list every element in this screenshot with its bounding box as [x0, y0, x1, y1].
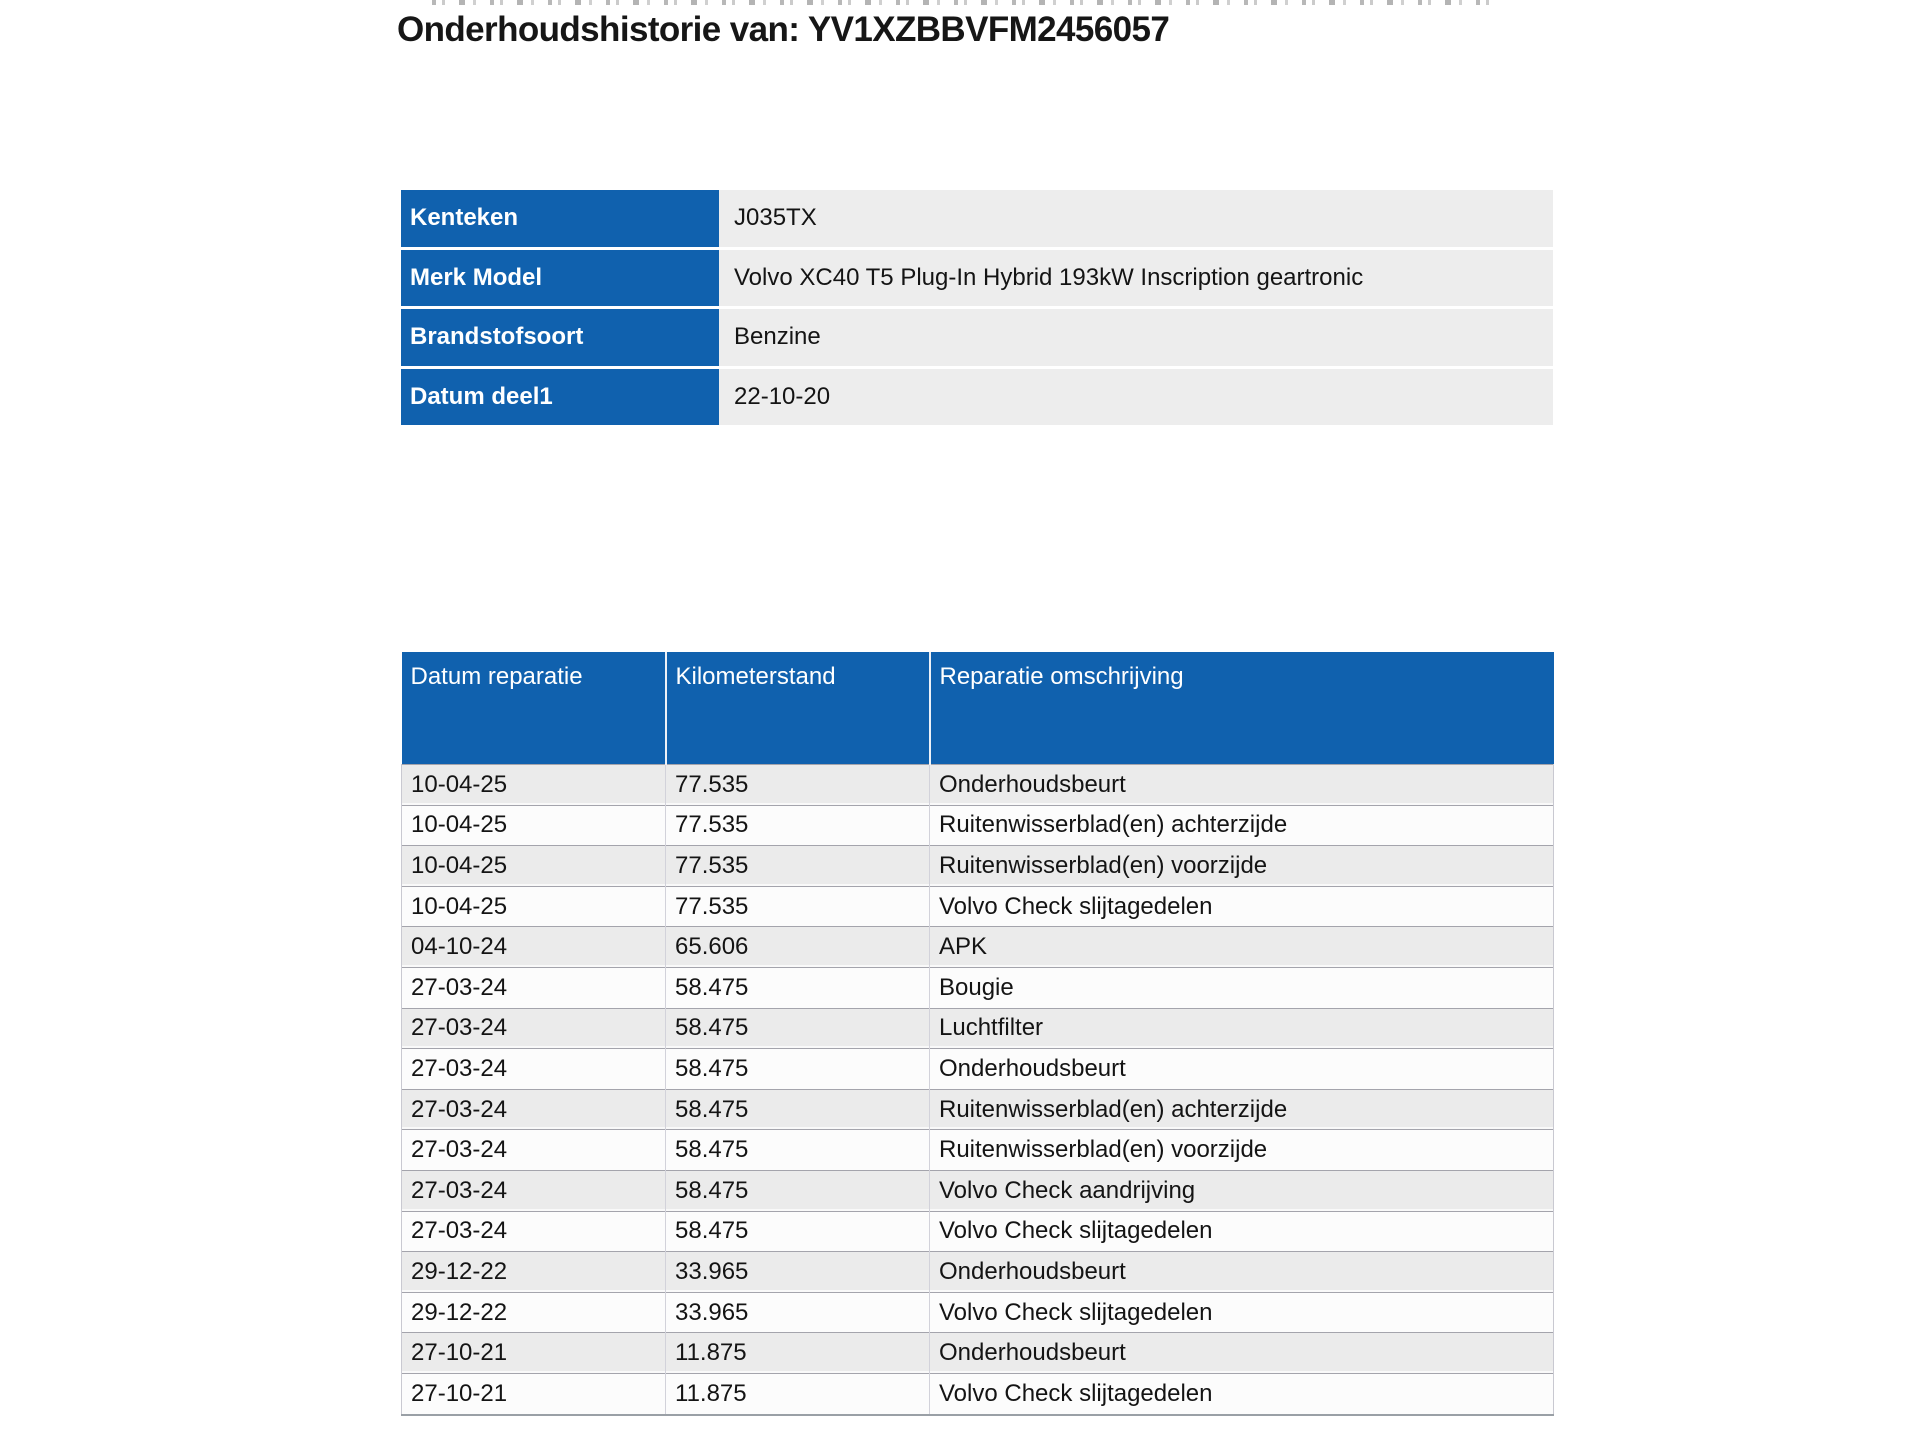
repair-description-cell: Ruitenwisserblad(en) voorzijde: [930, 846, 1554, 887]
repair-date-cell: 10-04-25: [402, 805, 666, 846]
repair-km-cell: 58.475: [666, 1049, 930, 1090]
table-row: [402, 1292, 1554, 1333]
page-title: Onderhoudshistorie van: YV1XZBBVFM2456057: [397, 10, 1170, 49]
table-row: [402, 846, 1554, 887]
info-row: [401, 250, 1553, 310]
repair-date-cell: 29-12-22: [402, 1252, 666, 1293]
repair-km-cell: 77.535: [666, 846, 930, 887]
repair-km-cell: 77.535: [666, 805, 930, 846]
repair-description-cell: Onderhoudsbeurt: [930, 1252, 1554, 1293]
repair-description-cell: Ruitenwisserblad(en) voorzijde: [930, 1130, 1554, 1171]
col-header-description: Reparatie omschrijving: [930, 652, 1554, 765]
repair-header-row: [402, 652, 1554, 765]
table-row: [402, 927, 1554, 968]
repair-km-cell: 58.475: [666, 1211, 930, 1252]
repair-km-cell: 77.535: [666, 765, 930, 806]
repair-km-cell: 58.475: [666, 1170, 930, 1211]
repair-date-cell: 27-03-24: [402, 1211, 666, 1252]
info-row: [401, 309, 1553, 369]
repair-km-cell: 77.535: [666, 886, 930, 927]
repair-date-cell: 04-10-24: [402, 927, 666, 968]
info-value-cell: Volvo XC40 T5 Plug-In Hybrid 193kW Inscription geartronic: [719, 250, 1553, 310]
info-label-cell: Kenteken: [401, 190, 719, 250]
repair-date-cell: 10-04-25: [402, 765, 666, 806]
table-row: [402, 1252, 1554, 1293]
repair-km-cell: 33.965: [666, 1252, 930, 1293]
repair-description-cell: Volvo Check slijtagedelen: [930, 1373, 1554, 1414]
repair-km-cell: 58.475: [666, 1008, 930, 1049]
table-row: [402, 1008, 1554, 1049]
repair-km-cell: 65.606: [666, 927, 930, 968]
repair-date-cell: 27-10-21: [402, 1333, 666, 1374]
col-header-km: Kilometerstand: [666, 652, 930, 765]
repair-description-cell: Volvo Check slijtagedelen: [930, 1211, 1554, 1252]
table-row: [402, 805, 1554, 846]
info-label-cell: Brandstofsoort: [401, 309, 719, 369]
repair-date-cell: 29-12-22: [402, 1292, 666, 1333]
repair-description-cell: Ruitenwisserblad(en) achterzijde: [930, 1089, 1554, 1130]
info-label-cell: Datum deel1: [401, 369, 719, 429]
repair-description-cell: Ruitenwisserblad(en) achterzijde: [930, 805, 1554, 846]
table-row: [402, 1333, 1554, 1374]
repair-description-cell: Volvo Check slijtagedelen: [930, 1292, 1554, 1333]
info-row: [401, 369, 1553, 429]
repair-km-cell: 58.475: [666, 1089, 930, 1130]
repair-km-cell: 58.475: [666, 1130, 930, 1171]
repair-km-cell: 58.475: [666, 967, 930, 1008]
repair-description-cell: Onderhoudsbeurt: [930, 1049, 1554, 1090]
repair-date-cell: 27-10-21: [402, 1373, 666, 1414]
col-header-date: Datum reparatie: [402, 652, 666, 765]
repair-description-cell: Volvo Check aandrijving: [930, 1170, 1554, 1211]
clipped-text-top: [432, 0, 1492, 5]
repair-description-cell: Volvo Check slijtagedelen: [930, 886, 1554, 927]
repair-date-cell: 27-03-24: [402, 967, 666, 1008]
repair-date-cell: 27-03-24: [402, 1170, 666, 1211]
vehicle-info-table: [401, 190, 1553, 428]
repair-date-cell: 10-04-25: [402, 846, 666, 887]
repair-km-cell: 33.965: [666, 1292, 930, 1333]
table-row: [402, 1049, 1554, 1090]
repair-description-cell: Onderhoudsbeurt: [930, 1333, 1554, 1374]
table-row: [402, 765, 1554, 806]
table-row: [402, 886, 1554, 927]
repair-date-cell: 27-03-24: [402, 1008, 666, 1049]
table-row: [402, 1170, 1554, 1211]
table-row: [402, 967, 1554, 1008]
repair-description-cell: Onderhoudsbeurt: [930, 765, 1554, 806]
repair-date-cell: 10-04-25: [402, 886, 666, 927]
table-row: [402, 1373, 1554, 1414]
table-row: [402, 1089, 1554, 1130]
info-label-cell: Merk Model: [401, 250, 719, 310]
table-row: [402, 1130, 1554, 1171]
repair-date-cell: 27-03-24: [402, 1089, 666, 1130]
repair-km-cell: 11.875: [666, 1373, 930, 1414]
repair-date-cell: 27-03-24: [402, 1130, 666, 1171]
repair-description-cell: Bougie: [930, 967, 1554, 1008]
info-value-cell: 22-10-20: [719, 369, 1553, 429]
repair-km-cell: 11.875: [666, 1333, 930, 1374]
info-value-cell: J035TX: [719, 190, 1553, 250]
repair-history-table: [401, 652, 1554, 1416]
repair-description-cell: Luchtfilter: [930, 1008, 1554, 1049]
repair-description-cell: APK: [930, 927, 1554, 968]
info-value-cell: Benzine: [719, 309, 1553, 369]
repair-date-cell: 27-03-24: [402, 1049, 666, 1090]
info-row: [401, 190, 1553, 250]
table-row: [402, 1211, 1554, 1252]
